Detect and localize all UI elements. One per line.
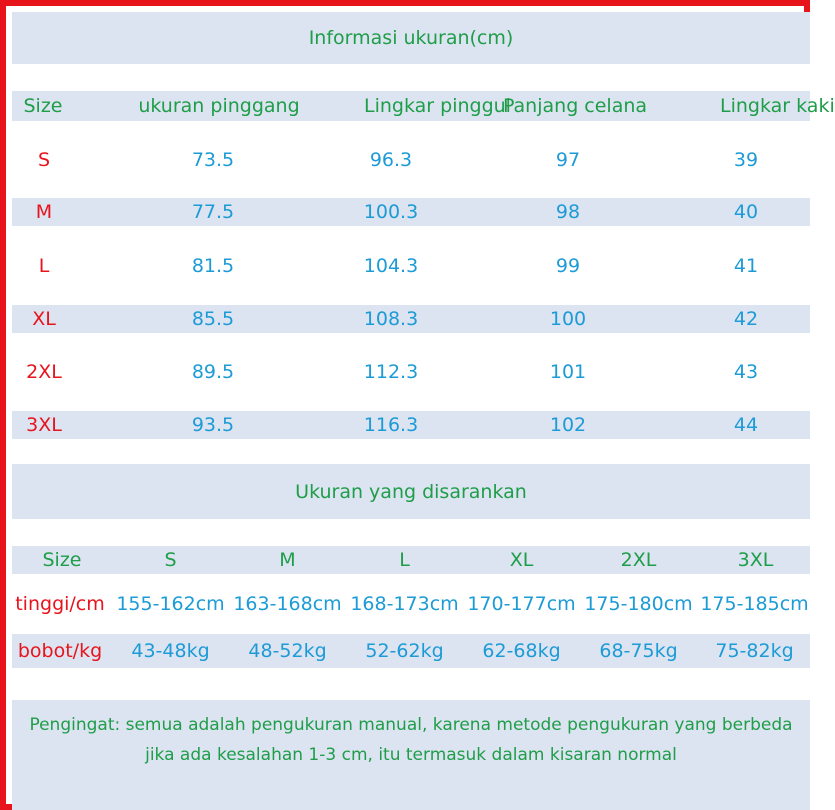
table1-title: Informasi ukuran(cm): [308, 27, 514, 49]
table1-title-band: [12, 12, 810, 64]
table1-header-row: [12, 91, 835, 121]
table2-header-row: [12, 546, 810, 574]
hip-value: 96.3: [369, 148, 413, 171]
table1-header-size: Size: [23, 95, 63, 117]
table-row: [12, 198, 810, 226]
table2-header-2xl: 2XL: [620, 549, 657, 571]
table-row: [12, 411, 810, 439]
leg-value: 44: [733, 414, 759, 436]
spacer: [12, 64, 810, 91]
table1-header-leg: Lingkar kaki: [720, 95, 835, 117]
waist-value: 85.5: [191, 308, 235, 330]
weight-value: 75-82kg: [715, 640, 794, 662]
leg-value: 39: [733, 148, 759, 171]
size-label: 2XL: [26, 361, 62, 383]
table2-header-size: Size: [42, 549, 82, 571]
table1-header-hip: Lingkar pinggul: [364, 95, 511, 117]
reminder-note: [12, 700, 810, 810]
table-row: [12, 634, 810, 668]
hip-value: 112.3: [363, 361, 419, 383]
weight-value: 68-75kg: [599, 640, 678, 662]
hip-value: 100.3: [363, 201, 419, 223]
table2-header-xl: XL: [509, 549, 534, 571]
leg-value: 42: [733, 308, 759, 330]
reminder-line-1: Pengingat: semua adalah pengukuran manual, karena metode pengukuran yang berbeda: [29, 715, 793, 735]
table-row: [12, 305, 810, 333]
waist-value: 89.5: [191, 361, 235, 383]
row-label-weight: bobot/kg: [17, 640, 103, 662]
spacer: [12, 668, 810, 700]
table-row: [12, 121, 810, 198]
size-label: L: [38, 254, 50, 277]
waist-value: 93.5: [191, 414, 235, 436]
size-label: 3XL: [26, 414, 62, 436]
waist-value: 81.5: [191, 254, 235, 277]
table1-header-length: Panjang celana: [502, 95, 648, 117]
reminder-line-2: jika ada kesalahan 1-3 cm, itu termasuk dalam kisaran normal: [145, 745, 677, 765]
hip-value: 116.3: [363, 414, 419, 436]
height-value: 168-173cm: [350, 593, 459, 615]
height-value: 175-185cm: [700, 593, 809, 615]
size-label: M: [35, 201, 53, 223]
leg-value: 41: [733, 254, 759, 277]
length-value: 97: [555, 148, 581, 171]
table2-header-l: L: [399, 549, 410, 571]
spacer: [12, 519, 810, 546]
length-value: 100: [549, 308, 587, 330]
length-value: 98: [555, 201, 581, 223]
table-row: [12, 226, 810, 305]
table-row: [12, 574, 810, 634]
table2-header-s: S: [164, 549, 177, 571]
waist-value: 73.5: [191, 148, 235, 171]
height-value: 175-180cm: [584, 593, 693, 615]
length-value: 102: [549, 414, 587, 436]
length-value: 101: [549, 361, 587, 383]
height-value: 163-168cm: [233, 593, 342, 615]
weight-value: 62-68kg: [482, 640, 561, 662]
table2-title: Ukuran yang disarankan: [295, 480, 527, 503]
spacer: [12, 439, 810, 464]
height-value: 170-177cm: [467, 593, 576, 615]
table2-header-3xl: 3XL: [737, 549, 774, 571]
hip-value: 108.3: [363, 308, 419, 330]
leg-value: 43: [733, 361, 759, 383]
size-label: S: [37, 148, 51, 171]
table2-title-band: [12, 464, 810, 519]
height-value: 155-162cm: [116, 593, 225, 615]
weight-value: 52-62kg: [365, 640, 444, 662]
table-row: [12, 333, 810, 411]
weight-value: 48-52kg: [248, 640, 327, 662]
size-label: XL: [32, 308, 56, 330]
table1-header-waist: ukuran pinggang: [138, 95, 300, 117]
table2-header-m: M: [279, 549, 296, 571]
waist-value: 77.5: [191, 201, 235, 223]
row-label-height: tinggi/cm: [15, 593, 105, 615]
length-value: 99: [555, 254, 581, 277]
weight-value: 43-48kg: [131, 640, 210, 662]
hip-value: 104.3: [363, 254, 419, 277]
leg-value: 40: [733, 201, 759, 223]
